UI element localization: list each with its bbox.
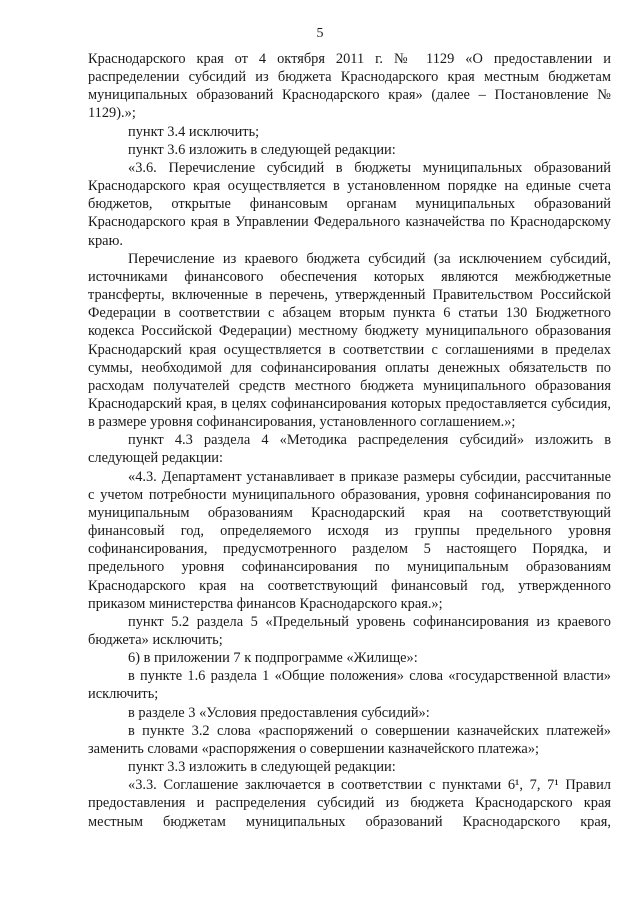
document-body bbox=[88, 50, 611, 831]
paragraph: пункт 3.6 изложить в следующей редакции: bbox=[128, 141, 396, 158]
paragraph: «3.3. Соглашение заключается в соответствии с пунктами 6¹, 7, 7¹ Правил предоставления и распределения субсидий из бюджета Краснодарского края местным бюджетам муниципальных образований Краснодарского края, bbox=[88, 777, 611, 830]
paragraph: пункт 5.2 раздела 5 «Предельный уровень софинансирования из краевого бюджета» исключить; bbox=[88, 613, 611, 648]
page-number: 5 bbox=[316, 26, 324, 41]
paragraph: «4.3. Департамент устанавливает в приказе размеры субсидии, рассчитанные с учетом потребности муниципального образования, уровня софинансирования по муниципальным образованиям Краснодарский края на соответствующий финансовый год, определяемого исходя из группы предельного уровня софинансирования, предусмотренного разделом 5 настоящего Порядка, и предельного уровня софинансирования по муниципальным образованиям Краснодарского края на соответствующий финансовый год, утвержденного приказом министерства финансов Краснодарского края.»; bbox=[88, 468, 611, 612]
paragraph: Краснодарского края от 4 октября 2011 г. № 1129 «О предоставлении и распределении субсидий из бюджета Краснодарского края местным бюджетам муниципальных образований Краснодарского края» (далее – Постановление № 1129).»; bbox=[88, 51, 611, 122]
paragraph: 6) в приложении 7 к подпрограмме «Жилище»: bbox=[128, 650, 418, 667]
paragraph: Перечисление из краевого бюджета субсидий (за исключением субсидий, источниками финансового обеспечения которых являются межбюджетные трансферты, включенные в перечень, утвержденный Правительством Российской Федерации в соответствии с абзацем вторым пункта 6 статьи 130 Бюджетного кодекса Российской Федерации) местному бюджету муниципального образования Краснодарский края осуществляется в соответствии с соглашениями в пределах суммы, необходимой для софинансирования оплаты денежных обязательств по расходам получателей средств местного бюджета муниципального образования Краснодарский края, в целях софинансирования которых предоставляется субсидия, в размере уровня софинансирования, установленного соглашением.»; bbox=[88, 250, 611, 431]
paragraph: в разделе 3 «Условия предоставления субсидий»: bbox=[128, 704, 430, 721]
paragraph: пункт 3.3 изложить в следующей редакции: bbox=[128, 759, 396, 776]
paragraph: пункт 3.4 исключить; bbox=[128, 123, 260, 140]
paragraph: «3.6. Перечисление субсидий в бюджеты муниципальных образований Краснодарского края осуществляется в установленном порядке на единые счета бюджетов, открытые финансовым органам муниципальных образований Краснодарского края в Управлении Федерального казначейства по Краснодарскому краю. bbox=[88, 159, 611, 249]
paragraph: в пункте 3.2 слова «распоряжений о совершении казначейских платежей» заменить словами «распоряжения о совершении казначейского платежа»; bbox=[88, 722, 611, 757]
paragraph: в пункте 1.6 раздела 1 «Общие положения» слова «государственной власти» исключить; bbox=[88, 668, 611, 703]
paragraph: пункт 4.3 раздела 4 «Методика распределения субсидий» изложить в следующей редакции: bbox=[88, 432, 611, 467]
